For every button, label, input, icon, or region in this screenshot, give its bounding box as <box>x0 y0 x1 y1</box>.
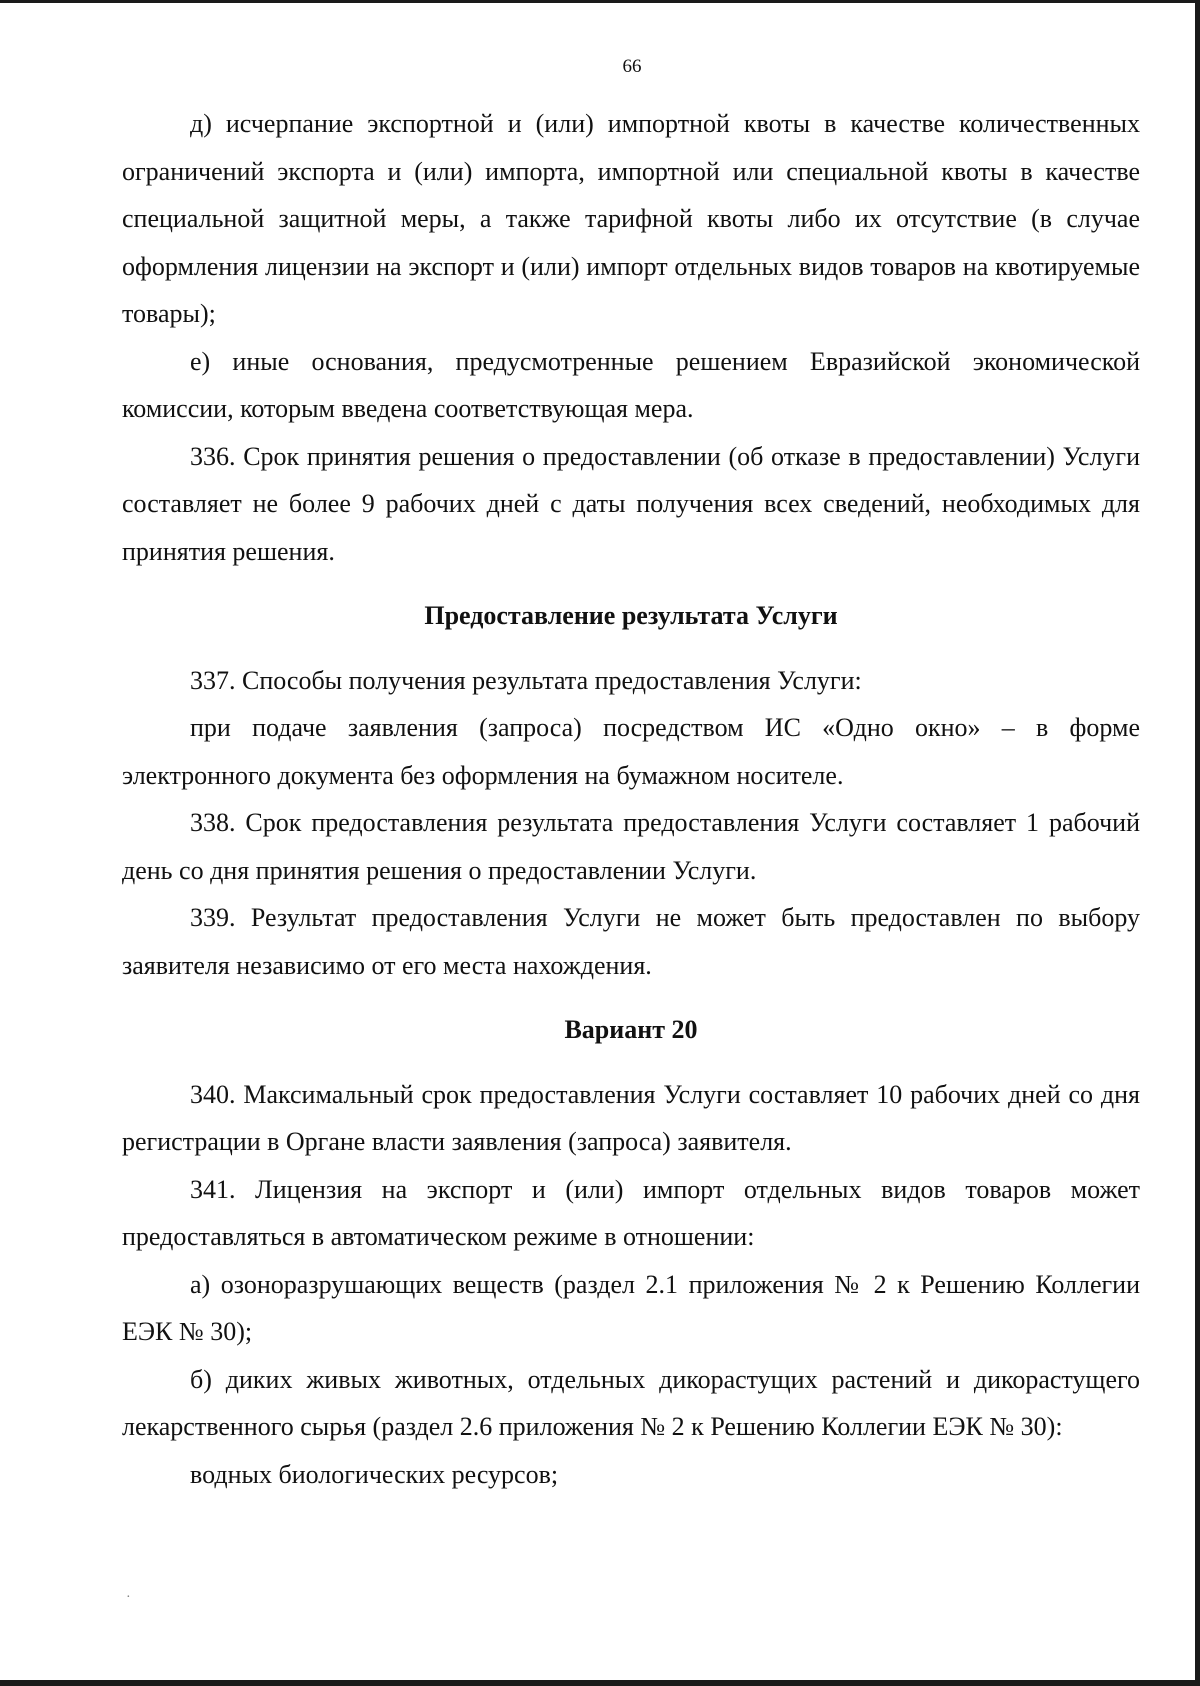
spacer <box>122 989 1140 1006</box>
paragraph-one-window: при подаче заявления (запроса) посредством ИС «Одно окно» – в форме электронного документа без оформления на бумажном носителе. <box>122 713 1140 790</box>
scan-speck: · <box>126 1590 131 1605</box>
paragraph-341: 341. Лицензия на экспорт и (или) импорт отдельных видов товаров может предоставляться в автоматическом режиме в отношении: <box>122 1174 1140 1251</box>
scan-border-right <box>1195 0 1200 1686</box>
paragraph-336: 336. Срок принятия решения о предоставлении (об отказе в предоставлении) Услуги составляет не более 9 рабочих дней с даты получения всех сведений, необходимых для принятия решения. <box>122 441 1140 566</box>
spacer <box>122 1054 1140 1071</box>
paragraph-e-other-grounds: е) иные основания, предусмотренные решением Евразийской экономической комиссии, которым введена соответствующая мера. <box>122 346 1140 423</box>
paragraph-338: 338. Срок предоставления результата предоставления Услуги составляет 1 рабочий день со дня принятия решения о предоставлении Услуги. <box>122 808 1140 885</box>
paragraph-aquatic: водных биологических ресурсов; <box>190 1459 559 1489</box>
scan-border-top <box>0 0 1200 3</box>
paragraph-339: 339. Результат предоставления Услуги не может быть предоставлен по выбору заявителя независимо от его места нахождения. <box>122 903 1140 980</box>
paragraph-b-wildlife: б) диких живых животных, отдельных дикорастущих растений и дикорастущего лекарственного сырья (раздел 2.6 приложения № 2 к Решению Коллегии ЕЭК № 30): <box>122 1364 1140 1441</box>
page-number: 66 <box>622 56 642 77</box>
paragraph-337: 337. Способы получения результата предоставления Услуги: <box>190 665 862 695</box>
spacer <box>122 575 1140 592</box>
spacer <box>122 640 1140 657</box>
paragraph-a-ozone: а) озоноразрушающих веществ (раздел 2.1 приложения № 2 к Решению Коллегии ЕЭК № 30); <box>122 1269 1140 1346</box>
paragraph-d-quota: д) исчерпание экспортной и (или) импортной квоты в качестве количественных ограничений экспорта и (или) импорта, импортной или специальной квоты в качестве специальной защитной меры, а также тарифной квоты либо их отсутствие (в случае оформления лицензии на экспорт и (или) импорт отдельных видов товаров на квотируемые товары); <box>122 109 1140 328</box>
document-body <box>122 100 1140 1498</box>
heading-result: Предоставление результата Услуги <box>424 601 838 630</box>
scan-border-bottom <box>0 1680 1200 1686</box>
paragraph-340: 340. Максимальный срок предоставления Услуги составляет 10 рабочих дней со дня регистрации в Органе власти заявления (запроса) заявителя. <box>122 1079 1140 1156</box>
heading-variant: Вариант 20 <box>564 1015 698 1044</box>
